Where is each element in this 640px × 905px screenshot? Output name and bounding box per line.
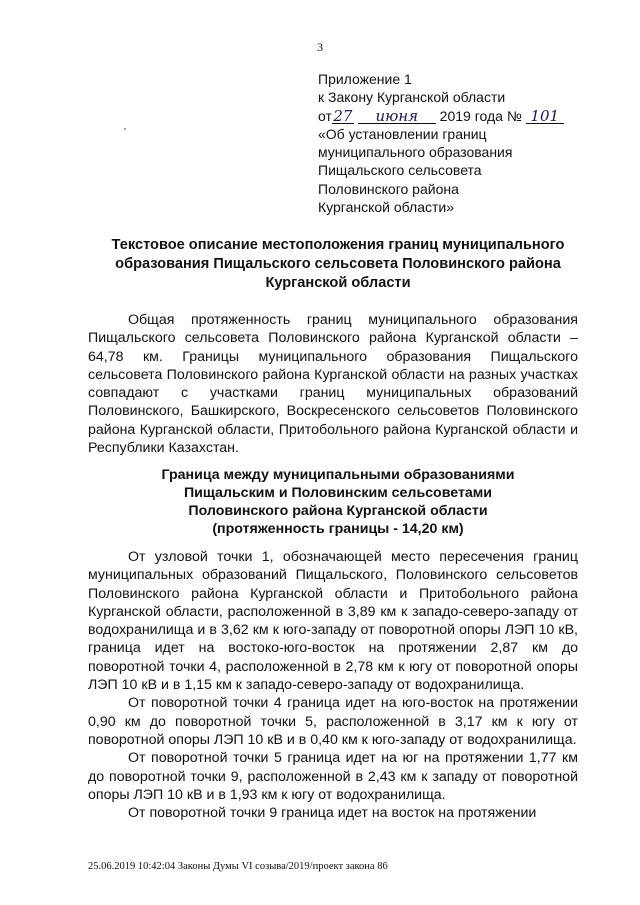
footer-path: 25.06.2019 10:42:04 Законы Думы VI созыва/2019/проект закона 86 <box>88 861 388 872</box>
handwritten-day: 27 <box>333 106 353 125</box>
appendix-header <box>318 70 608 216</box>
appendix-line-6: Пищальского сельсовета <box>318 162 482 179</box>
intro-section <box>88 311 578 457</box>
section-title-line-1: Граница между муниципальными образованиями <box>161 467 515 483</box>
paragraph: От поворотной точки 4 граница идет на юго-восток на протяжении 0,90 км до поворотной точки 5, расположенной в 3,17 км к югу от поворотной опоры ЛЭП 10 кВ и в 0,40 км к юго-западу от водохранилища. <box>88 695 578 748</box>
appendix-line-2: к Закону Курганской области <box>318 89 506 106</box>
boundary-description <box>88 548 578 822</box>
date-prefix: от <box>318 107 332 124</box>
section-title <box>88 466 588 538</box>
appendix-line-7: Половинского района <box>318 180 459 197</box>
handwritten-law-number: 101 <box>526 109 564 124</box>
appendix-line-5: муниципального образования <box>318 144 513 161</box>
paragraph: От поворотной точки 5 граница идет на юг на протяжении 1,77 км до поворотной точки 9, расположенной в 2,43 км к западу от поворотной опоры ЛЭП 10 кВ и в 1,93 км к югу от водохранилища. <box>88 750 578 803</box>
margin-dot <box>124 128 126 130</box>
section-title-line-3: Половинского района Курганской области <box>188 503 488 519</box>
appendix-line-4: «Об установлении границ <box>318 125 487 142</box>
date-year: 2019 года № <box>439 107 522 124</box>
appendix-date-line <box>318 107 608 125</box>
appendix-line-1: Приложение 1 <box>318 71 412 87</box>
document-title: Текстовое описание местоположения границ муниципального образования Пищальского сельсовета Половинского района Курганской области <box>111 237 565 291</box>
section-title-line-4: (протяженность границы - 14,20 км) <box>212 521 464 537</box>
handwritten-month: июня <box>358 109 436 124</box>
paragraph: От узловой точки 1, обозначающей место пересечения границ муниципальных образований Пищальского, Половинского сельсоветов Половинского района Курганской области и Притобольного района Курганской области, расположенной в 3,89 км к западо-северо-западу от водохранилища и в 3,62 км к юго-западу от поворотной опоры ЛЭП 10 кВ, граница идет на востоко-юго-восток на протяжении 2,87 км до поворотной точки 4, расположенной в 2,78 км к югу от поворотной опоры ЛЭП 10 кВ и в 1,15 км к западо-северо-западу от водохранилища. <box>88 549 578 694</box>
section-title-line-2: Пищальским и Половинским сельсоветами <box>183 485 493 501</box>
page-number: 3 <box>317 40 323 54</box>
intro-paragraph: Общая протяженность границ муниципального образования Пищальского сельсовета Половинского района Курганской области – 64,78 км. Границы муниципального образования Пищальского сельсовета Половинского района Курганской области на разных участках совпадают с участками границ муниципальных образований Половинского, Башкирского, Воскресенского сельсоветов Половинского района Курганской области, Притобольного района Курганской области и Республики Казахстан. <box>88 312 578 457</box>
appendix-line-8: Курганской области» <box>318 199 455 216</box>
paragraph: От поворотной точки 9 граница идет на восток на протяжении <box>128 805 537 822</box>
